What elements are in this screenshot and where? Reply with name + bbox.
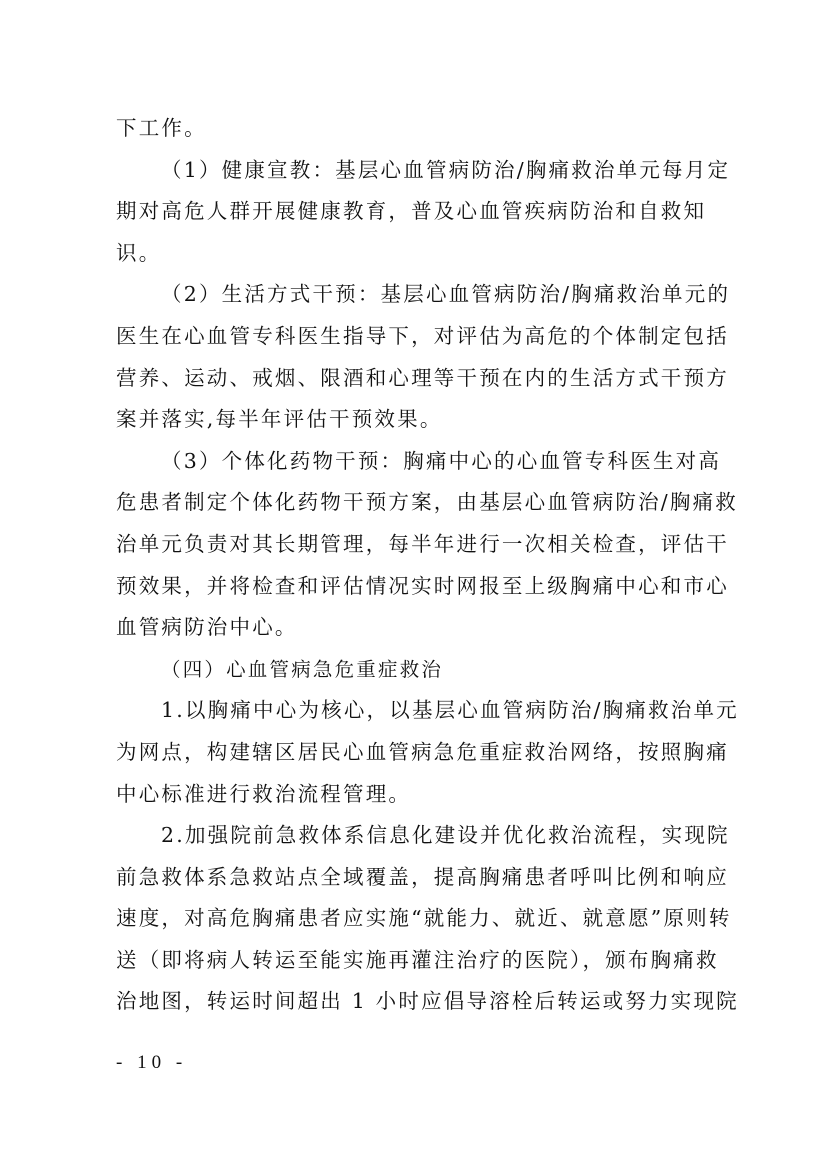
section-heading: （四）心血管病急危重症救治 [161, 657, 444, 681]
text-line: 为网点，构建辖区居民心血管病急危重症救治网络，按照胸痛 [116, 739, 729, 764]
paragraph-health-education: （1）健康宣教：基层心血管病防治/胸痛救治单元每月定 [161, 157, 731, 182]
text-line: 血管病防治中心。 [116, 615, 298, 640]
text-line: 营养、运动、戒烟、限酒和心理等干预在内的生活方式干预方 [116, 365, 729, 390]
page-number: - 10 - [116, 1052, 188, 1073]
paragraph-item-2: 2.加强院前急救体系信息化建设并优化救治流程，实现院 [161, 823, 730, 848]
text-line: 期对高危人群开展健康教育，普及心血管疾病防治和自救知 [116, 199, 707, 224]
text-line: 治地图，转运时间超出 1 小时应倡导溶栓后转运或努力实现院 [116, 989, 739, 1014]
text-line: 识。 [116, 240, 162, 265]
text-line: 速度，对高危胸痛患者应实施“就能力、就近、就意愿”原则转 [116, 906, 732, 931]
body-text [116, 108, 739, 1023]
text-line: 前急救体系急救站点全域覆盖，提高胸痛患者呼叫比例和响应 [116, 864, 729, 889]
paragraph-item-1: 1.以胸痛中心为核心，以基层心血管病防治/胸痛救治单元 [161, 698, 739, 723]
text-line: 治单元负责对其长期管理，每半年进行一次相关检查，评估干 [116, 531, 729, 556]
text-line: 医生在心血管专科医生指导下，对评估为高危的个体制定包括 [116, 323, 729, 348]
text-line: 下工作。 [116, 116, 207, 140]
text-line: 危患者制定个体化药物干预方案，由基层心血管病防治/胸痛救 [116, 490, 739, 515]
text-line: 中心标准进行救治流程管理。 [116, 781, 412, 806]
paragraph-drug-intervention: （3）个体化药物干预：胸痛中心的心血管专科医生对高 [161, 448, 722, 473]
text-line: 送（即将病人转运至能实施再灌注治疗的医院），颁布胸痛救 [116, 947, 719, 972]
paragraph-lifestyle-intervention: （2）生活方式干预：基层心血管病防治/胸痛救治单元的 [161, 282, 731, 307]
text-line: 案并落实,每半年评估干预效果。 [116, 407, 443, 432]
text-line: 预效果，并将检查和评估情况实时网报至上级胸痛中心和市心 [116, 573, 729, 598]
